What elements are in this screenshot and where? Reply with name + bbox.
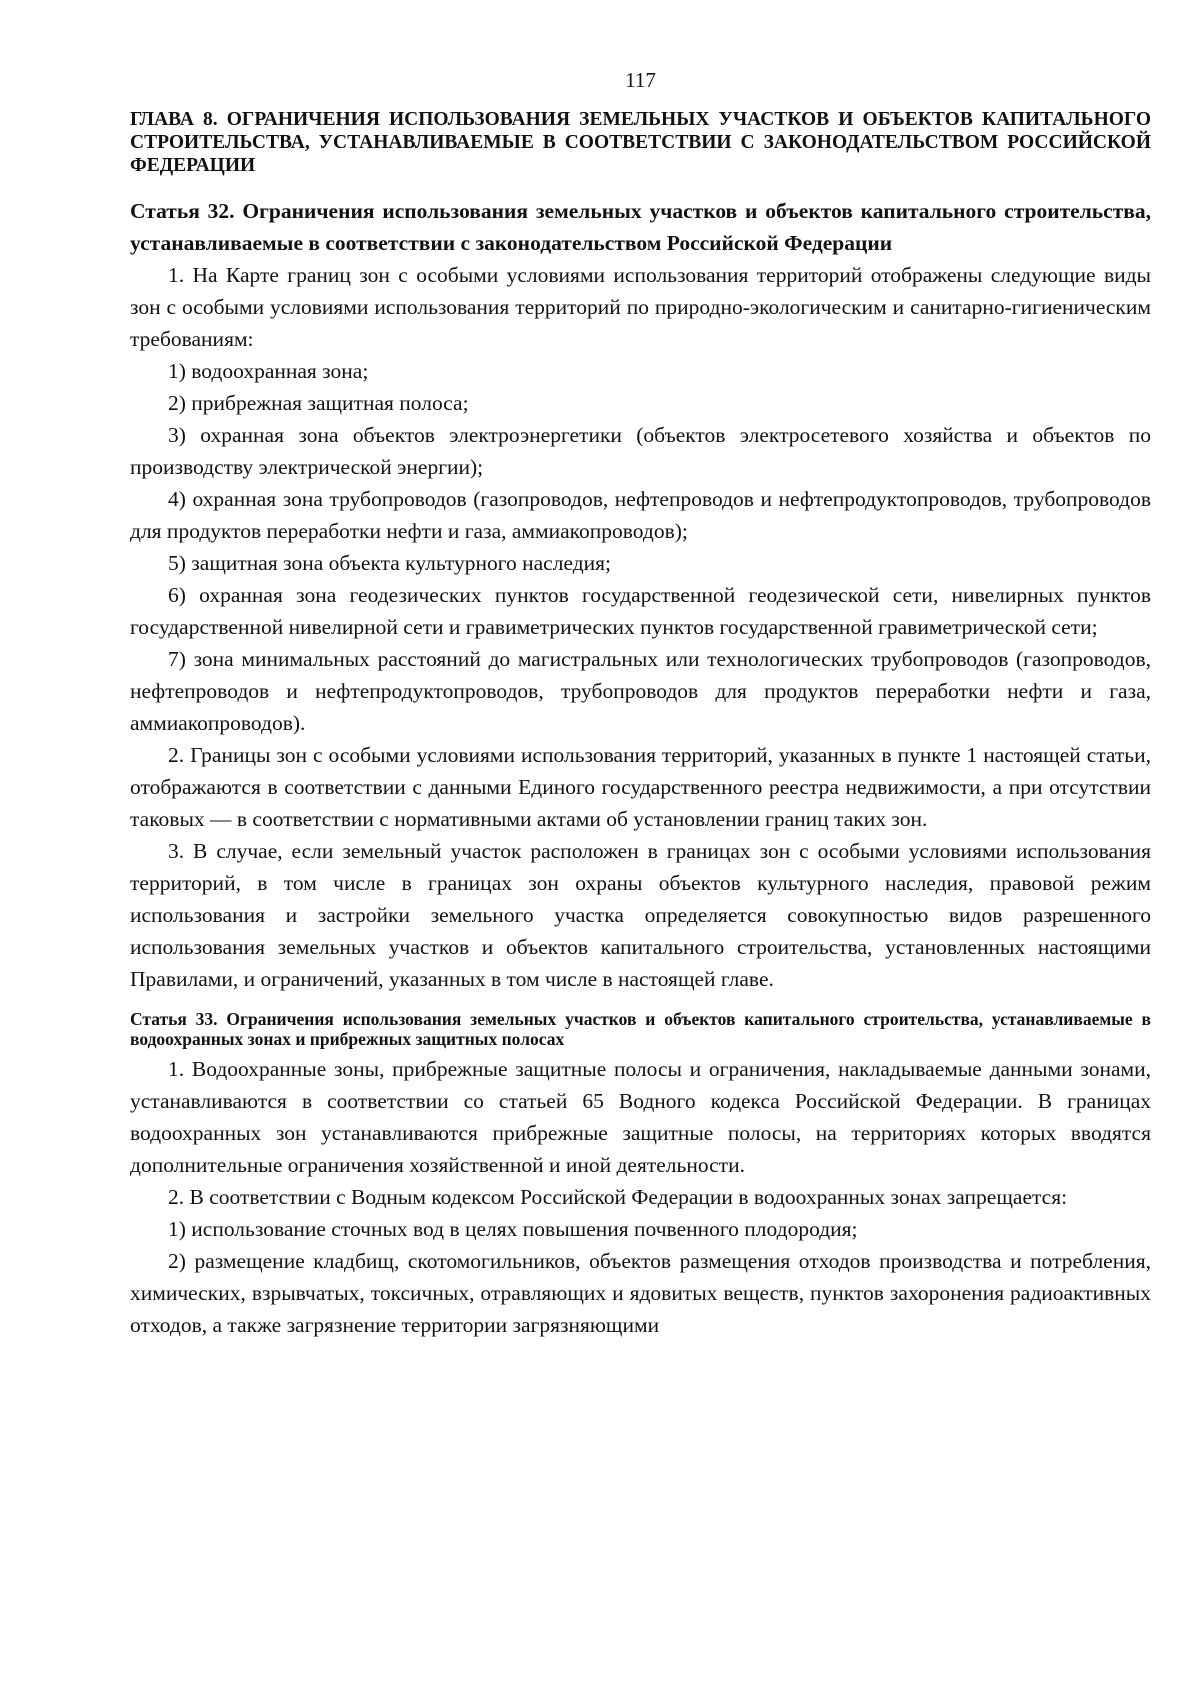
- article-32-list-item: 2) прибрежная защитная полоса;: [168, 391, 469, 415]
- article-32-title: Статья 32. Ограничения использования земельных участков и объектов капитального строительства, устанавливаемые в соответствии с законодательством Российской Федерации: [130, 199, 1151, 255]
- article-32-paragraph: 2. Границы зон с особыми условиями использования территорий, указанных в пункте 1 настоящей статьи, отображаются в соответствии с данными Единого государственного реестра недвижимости, а при отсутствии таковых — в соответствии с нормативными актами об установлении границ таких зон.: [130, 743, 1151, 831]
- article-33-title: Статья 33. Ограничения использования земельных участков и объектов капитального строительства, устанавливаемые в водоохранных зонах и прибрежных защитных полосах: [130, 1009, 1151, 1049]
- chapter-title: ГЛАВА 8. ОГРАНИЧЕНИЯ ИСПОЛЬЗОВАНИЯ ЗЕМЕЛЬНЫХ УЧАСТКОВ И ОБЪЕКТОВ КАПИТАЛЬНОГО СТРОИТЕЛЬСТВА, УСТАНАВЛИВАЕМЫЕ В СООТВЕТСТВИИ С ЗАКОНОДАТЕЛЬСТВОМ РОССИЙСКОЙ ФЕДЕРАЦИИ: [130, 109, 1151, 176]
- article-33-paragraph: 2. В соответствии с Водным кодексом Российской Федерации в водоохранных зонах запрещается:: [168, 1185, 1068, 1209]
- page-number: 117: [625, 68, 656, 92]
- article-33-list-item: 1) использование сточных вод в целях повышения почвенного плодородия;: [168, 1217, 858, 1241]
- article-32-list-item: 4) охранная зона трубопроводов (газопроводов, нефтепроводов и нефтепродуктопроводов, трубопроводов для продуктов переработки нефти и газа, аммиакопроводов);: [130, 487, 1151, 543]
- article-32-list-item: 3) охранная зона объектов электроэнергетики (объектов электросетевого хозяйства и объектов по производству электрической энергии);: [130, 423, 1151, 479]
- article-32-paragraph: 3. В случае, если земельный участок расположен в границах зон с особыми условиями использования территорий, в том числе в границах зон охраны объектов культурного наследия, правовой режим использования и застройки земельного участка определяется совокупностью видов разрешенного использования земельных участков и объектов капитального строительства, установленных настоящими Правилами, и ограничений, указанных в том числе в настоящей главе.: [130, 839, 1151, 991]
- article-32-list-item: 5) защитная зона объекта культурного наследия;: [168, 551, 612, 575]
- article-33-paragraph: 1. Водоохранные зоны, прибрежные защитные полосы и ограничения, накладываемые данными зонами, устанавливаются в соответствии со статьей 65 Водного кодекса Российской Федерации. В границах водоохранных зон устанавливаются прибрежные защитные полосы, на территориях которых вводятся дополнительные ограничения хозяйственной и иной деятельности.: [130, 1057, 1151, 1177]
- article-33-list-item: 2) размещение кладбищ, скотомогильников, объектов размещения отходов производства и потребления, химических, взрывчатых, токсичных, отравляющих и ядовитых веществ, пунктов захоронения радиоактивных отходов, а также загрязнение территории загрязняющими: [130, 1249, 1151, 1337]
- article-32-paragraph: 1. На Карте границ зон с особыми условиями использования территорий отображены следующие виды зон с особыми условиями использования территорий по природно-экологическим и санитарно-гигиеническим требованиям:: [130, 263, 1151, 351]
- article-32-list-item: 1) водоохранная зона;: [168, 359, 369, 383]
- article-32-list-item: 7) зона минимальных расстояний до магистральных или технологических трубопроводов (газопроводов, нефтепроводов и нефтепродуктопроводов, трубопроводов для продуктов переработки нефти и газа, аммиакопроводов).: [130, 647, 1151, 735]
- article-32-list-item: 6) охранная зона геодезических пунктов государственной геодезической сети, нивелирных пунктов государственной нивелирной сети и гравиметрических пунктов государственной гравиметрической сети;: [130, 583, 1151, 639]
